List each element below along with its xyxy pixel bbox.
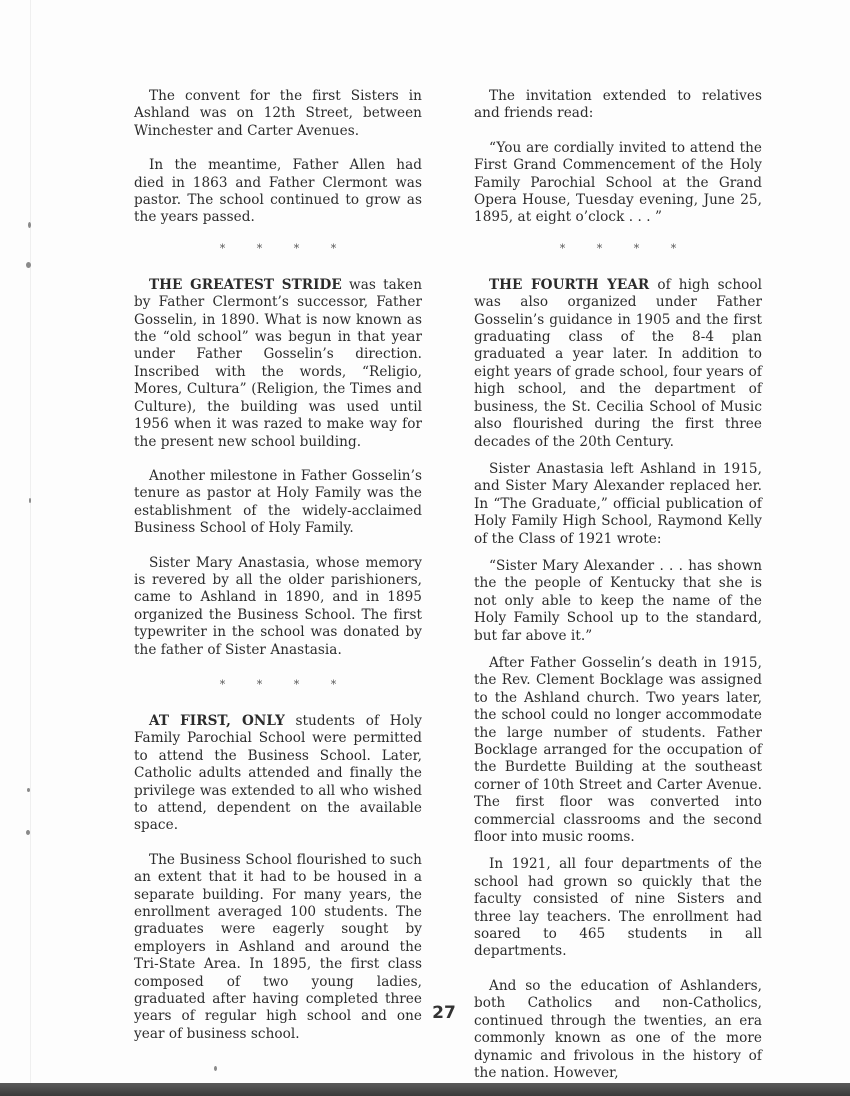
- paragraph-greatest-stride: [134, 277, 422, 451]
- lead-in-heading: AT FIRST, ONLY: [149, 712, 285, 729]
- section-separator: * * * *: [219, 677, 351, 691]
- paragraph-body: was taken by Father Clermont’s successor, Father Gosselin, in 1890. What is now known as the “old school” was begun in that year under Father Gosselin’s direction. Inscribed with the words, “Religio, Mores, Cultura” (Religion, the Times and Culture), the building was used until 1956 when it was razed to make way for the present new school building.: [134, 276, 422, 450]
- quote-invitation: “You are cordially invited to attend the First Grand Commencement of the Holy Family Parochial School at the Grand Opera House, Tuesday evening, June 25, 1895, at eight o’clock . . . ”: [474, 139, 762, 226]
- scanner-edge: [0, 1083, 850, 1096]
- paragraph-body: of high school was also organized under Father Gosselin’s guidance in 1905 and the first graduating class of the 8-4 plan graduated a year later. In addition to eight years of grade school, four years of high school, and the department of business, the St. Cecilia School of Music also flourished during the first three decades of the 20th Century.: [474, 276, 762, 450]
- paragraph-1921: In 1921, all four departments of the school had grown so quickly that the faculty consisted of nine Sisters and three lay teachers. The enrollment had soared to 465 students in all departments.: [474, 856, 762, 960]
- paragraph-milestone: Another milestone in Father Gosselin’s tenure as pastor at Holy Family was the establishment of the widely-acclaimed Business School of Holy Family.: [134, 467, 422, 537]
- paragraph-body: students of Holy Family Parochial School were permitted to attend the Business School. Later, Catholic adults attended and finally the privilege was extended to all who wished to attend, dependent on the available space.: [134, 712, 422, 834]
- paragraph-business-school: The Business School flourished to such an extent that it had to be housed in a separate building. For many years, the enrollment averaged 100 students. The graduates were eagerly sought by employers in Ashland and around the Tri-State Area. In 1895, the first class composed of two young ladies, graduated after having completed three years of regular high school and one year of business school.: [134, 851, 422, 1042]
- paragraph-bocklage: After Father Gosselin’s death in 1915, the Rev. Clement Bocklage was assigned to the Ashland church. Two years later, the school could no longer accommodate the large number of students. Father Bocklage arranged for the occupation of the Burdette Building at the southeast corner of 10th Street and Carter Avenue. The first floor was converted into commercial classrooms and the second floor into music rooms.: [474, 654, 762, 846]
- scan-speck: [28, 222, 31, 228]
- section-separator: * * * *: [559, 241, 691, 255]
- paragraph-sister-anastasia: Sister Mary Anastasia, whose memory is revered by all the older parishioners, came to Ashland in 1890, and in 1895 organized the Business School. The first typewriter in the school was donated by the father of Sister Anastasia.: [134, 554, 422, 658]
- scan-speck: [27, 788, 30, 792]
- right-column: [474, 88, 762, 1082]
- lead-in-heading: THE GREATEST STRIDE: [149, 276, 342, 293]
- scan-speck: [26, 262, 31, 268]
- page-number: 27: [432, 1003, 456, 1023]
- paragraph-invitation: The invitation extended to relatives and friends read:: [474, 88, 762, 122]
- scan-speck: [29, 498, 31, 503]
- paragraph-meantime: In the meantime, Father Allen had died in 1863 and Father Clermont was pastor. The school continued to grow as the years passed.: [134, 157, 422, 226]
- section-separator: * * * *: [219, 241, 351, 255]
- binding-shadow: [30, 0, 31, 1083]
- left-column: [134, 88, 422, 1043]
- paragraph-fourth-year: [474, 277, 762, 451]
- paragraph-ashlanders: And so the education of Ashlanders, both Catholics and non-Catholics, continued through the twenties, an era commonly known as one of the more dynamic and frivolous in the history of the nation. However,: [474, 977, 762, 1081]
- paragraph-convent: The convent for the first Sisters in Ashland was on 12th Street, between Winchester and Carter Avenues.: [134, 88, 422, 139]
- scan-speck: [26, 830, 30, 835]
- quote-graduate: “Sister Mary Alexander . . . has shown the the people of Kentucky that she is not only able to keep the name of the Holy Family School up to the standard, but far above it.”: [474, 557, 762, 644]
- paragraph-at-first-only: [134, 713, 422, 835]
- scan-speck: [214, 1066, 217, 1071]
- paragraph-sister-alexander: Sister Anastasia left Ashland in 1915, and Sister Mary Alexander replaced her. In “The Graduate,” official publication of Holy Family High School, Raymond Kelly of the Class of 1921 wrote:: [474, 460, 762, 547]
- lead-in-heading: THE FOURTH YEAR: [489, 276, 650, 293]
